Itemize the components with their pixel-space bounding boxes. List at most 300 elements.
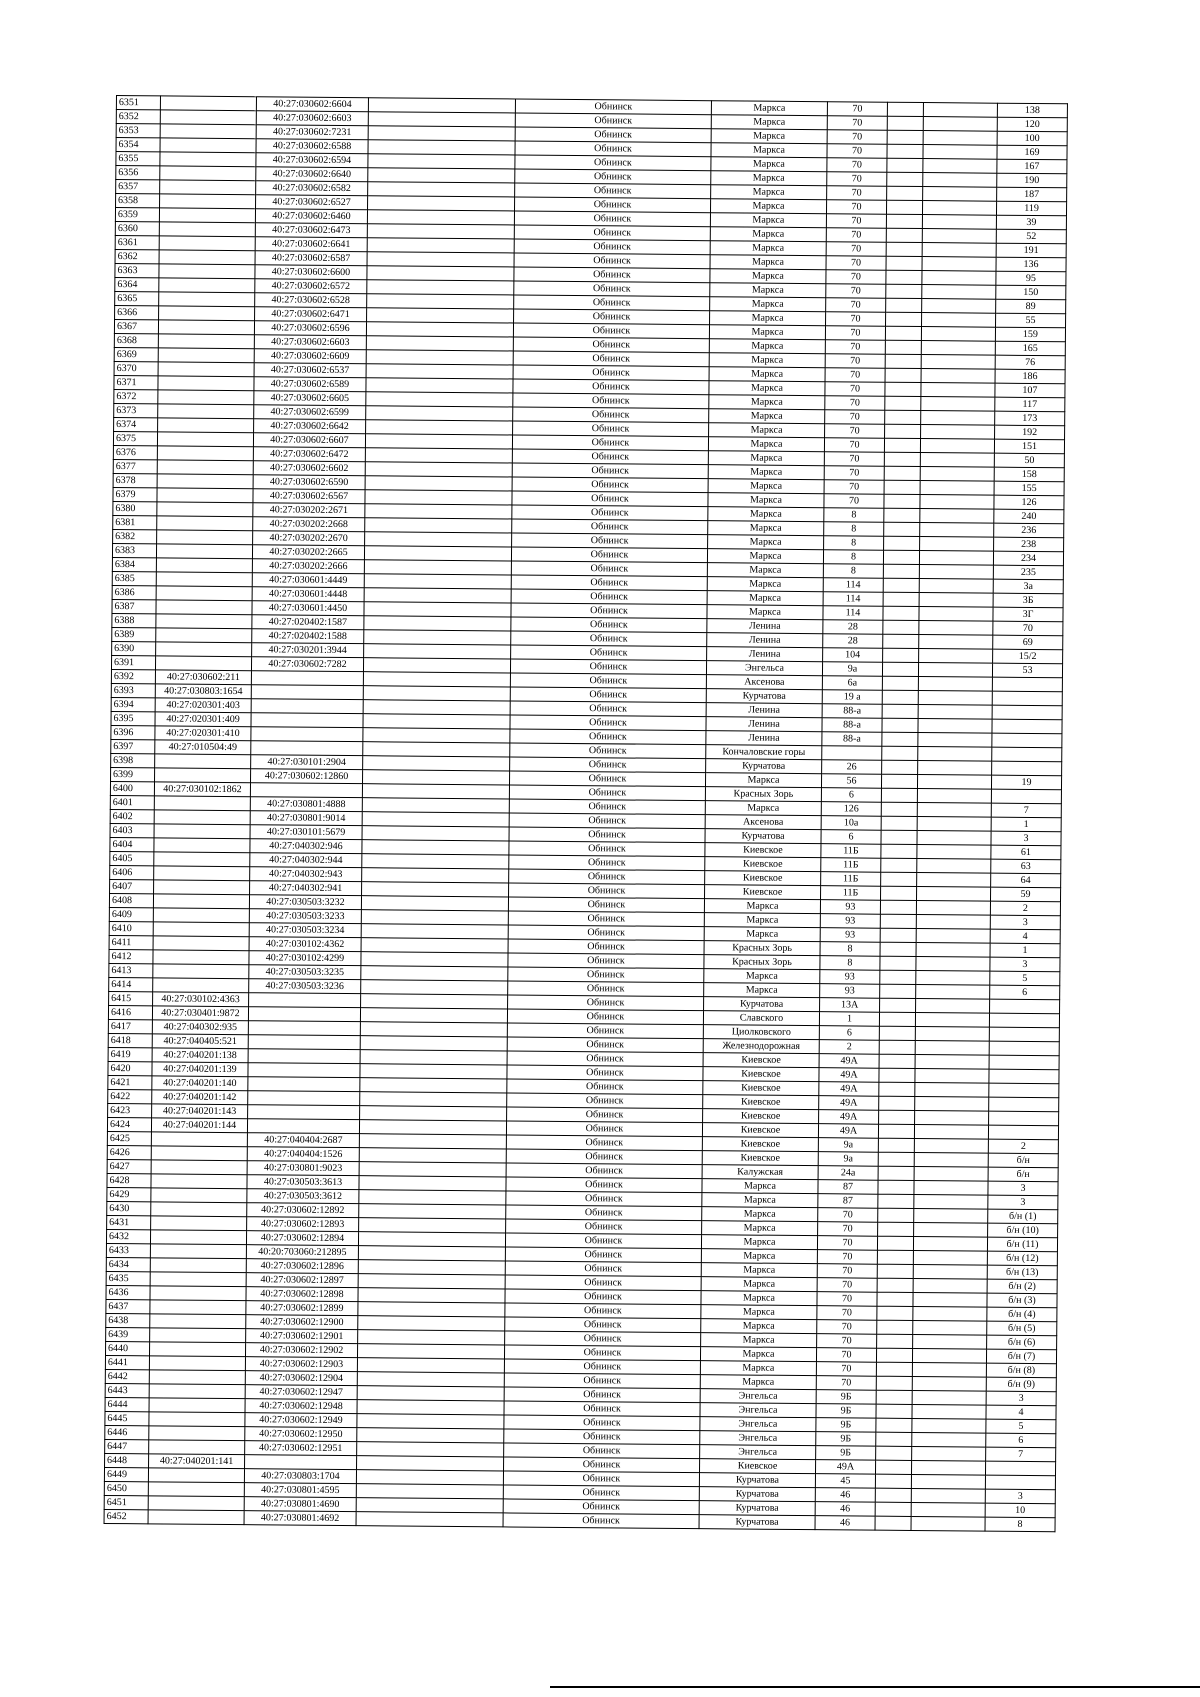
empty-cell [881, 858, 917, 872]
row-number: 6398 [111, 753, 155, 767]
city-cell: Обнинск [509, 799, 705, 815]
apartment-cell: 15/2 [993, 649, 1063, 664]
empty-cell [359, 1162, 506, 1177]
empty-cell [357, 1400, 504, 1415]
row-number: 6415 [109, 991, 153, 1005]
empty-cell [879, 1054, 915, 1068]
house-cell: 8 [824, 508, 884, 523]
house-cell: 49А [819, 1082, 879, 1097]
house-cell: 70 [826, 298, 886, 313]
apartment-cell [989, 1055, 1059, 1070]
house-cell: 70 [825, 326, 885, 341]
house-cell: 46 [815, 1502, 875, 1517]
empty-cell [367, 294, 514, 309]
cadastral-number-premises: 40:27:030602:6596 [254, 321, 366, 336]
empty-cell [885, 396, 921, 410]
house-cell: 70 [817, 1250, 877, 1265]
empty-cell [918, 691, 992, 706]
empty-cell [357, 1414, 504, 1429]
empty-cell [919, 579, 993, 594]
cadastral-number-premises [248, 1063, 360, 1078]
city-cell: Обнинск [508, 953, 704, 969]
empty-cell [882, 732, 918, 746]
row-number: 6397 [111, 739, 155, 753]
cadastral-number-land [159, 250, 255, 265]
empty-cell [358, 1316, 505, 1331]
city-cell: Обнинск [505, 1331, 701, 1347]
empty-cell [887, 144, 923, 158]
empty-cell [360, 1092, 507, 1107]
city-cell: Обнинск [513, 393, 709, 409]
empty-cell [363, 714, 510, 729]
street-cell: Маркса [704, 969, 820, 984]
empty-cell [911, 1516, 985, 1531]
cadastral-number-premises: 40:27:030602:12860 [251, 769, 363, 784]
house-cell: 70 [827, 102, 887, 117]
house-cell: 49А [819, 1096, 879, 1111]
city-cell: Обнинск [506, 1205, 702, 1221]
street-cell: Киевское [703, 1095, 819, 1110]
apartment-cell: б/н (10) [988, 1223, 1058, 1238]
city-cell: Обнинск [508, 995, 704, 1011]
house-cell: 9а [822, 662, 882, 677]
empty-cell [921, 327, 995, 342]
empty-cell [916, 943, 990, 958]
cadastral-number-land [150, 1300, 246, 1315]
apartment-cell: б/н (2) [987, 1279, 1057, 1294]
apartment-cell: б/н (9) [986, 1377, 1056, 1392]
street-cell: Маркса [700, 1375, 816, 1390]
street-cell: Маркса [702, 1179, 818, 1194]
house-cell: 9Б [816, 1390, 876, 1405]
empty-cell [358, 1246, 505, 1261]
row-number: 6410 [109, 921, 153, 935]
cadastral-number-land [160, 166, 256, 181]
apartment-cell: б/н (12) [987, 1251, 1057, 1266]
empty-cell [361, 980, 508, 995]
empty-cell [880, 942, 916, 956]
cadastral-number-premises: 40:27:030503:3236 [249, 979, 361, 994]
apartment-cell: 167 [997, 159, 1067, 174]
empty-cell [368, 196, 515, 211]
empty-cell [922, 299, 996, 314]
empty-cell [913, 1307, 987, 1322]
city-cell: Обнинск [512, 491, 708, 507]
cadastral-number-premises: 40:27:030602:6582 [256, 181, 368, 196]
house-cell: 70 [826, 242, 886, 257]
city-cell: Обнинск [510, 687, 706, 703]
empty-cell [922, 271, 996, 286]
city-cell: Обнинск [505, 1233, 701, 1249]
row-number: 6402 [110, 809, 154, 823]
city-cell: Обнинск [513, 337, 709, 353]
empty-cell [365, 532, 512, 547]
empty-cell [357, 1344, 504, 1359]
house-cell: 8 [824, 522, 884, 537]
empty-cell [360, 1078, 507, 1093]
house-cell: 70 [827, 130, 887, 145]
house-cell: 93 [820, 928, 880, 943]
cadastral-number-land [159, 236, 255, 251]
cadastral-number-premises: 40:27:030602:12894 [246, 1231, 358, 1246]
empty-cell [922, 257, 996, 272]
apartment-cell: 8 [985, 1517, 1055, 1532]
cadastral-number-land: 40:27:030803:1654 [155, 684, 251, 699]
empty-cell [916, 985, 990, 1000]
street-cell: Маркса [701, 1319, 817, 1334]
apartment-cell: б/н (1) [988, 1209, 1058, 1224]
street-cell: Ленина [706, 717, 822, 732]
street-cell: Ленина [707, 647, 823, 662]
city-cell: Обнинск [514, 253, 710, 269]
city-cell: Обнинск [510, 701, 706, 717]
empty-cell [916, 929, 990, 944]
cadastral-number-land [155, 754, 251, 769]
apartment-cell: б/н (3) [987, 1293, 1057, 1308]
city-cell: Обнинск [512, 477, 708, 493]
empty-cell [362, 812, 509, 827]
empty-cell [914, 1223, 988, 1238]
apartment-cell: 55 [996, 313, 1066, 328]
apartment-cell: 7 [991, 803, 1061, 818]
row-number: 6449 [104, 1467, 148, 1481]
empty-cell [912, 1362, 986, 1377]
house-cell: 70 [826, 270, 886, 285]
cadastral-number-premises: 40:27:030602:6594 [256, 153, 368, 168]
row-number: 6431 [107, 1215, 151, 1229]
cadastral-number-land [158, 404, 254, 419]
empty-cell [875, 1488, 911, 1502]
empty-cell [919, 565, 993, 580]
house-cell: 46 [815, 1488, 875, 1503]
city-cell: Обнинск [512, 463, 708, 479]
house-cell: 13А [820, 998, 880, 1013]
row-number: 6419 [108, 1047, 152, 1061]
row-number: 6434 [106, 1257, 150, 1271]
empty-cell [921, 383, 995, 398]
street-cell: Кончаловские горы [706, 745, 822, 760]
empty-cell [875, 1474, 911, 1488]
row-number: 6450 [104, 1481, 148, 1495]
apartment-cell [992, 733, 1062, 748]
row-number: 6387 [112, 599, 156, 613]
empty-cell [367, 252, 514, 267]
row-number: 6399 [111, 767, 155, 781]
city-cell: Обнинск [509, 813, 705, 829]
apartment-cell [989, 1111, 1059, 1126]
cadastral-number-premises [251, 699, 363, 714]
house-cell: 49А [819, 1068, 879, 1083]
row-number: 6353 [116, 124, 160, 138]
empty-cell [877, 1320, 913, 1334]
apartment-cell [992, 705, 1062, 720]
empty-cell [915, 1083, 989, 1098]
cadastral-number-premises: 40:27:030602:6603 [256, 111, 368, 126]
city-cell: Обнинск [509, 785, 705, 801]
empty-cell [887, 130, 923, 144]
row-number: 6389 [112, 627, 156, 641]
empty-cell [362, 854, 509, 869]
street-cell: Маркса [709, 353, 825, 368]
cadastral-number-land [158, 320, 254, 335]
city-cell: Обнинск [510, 715, 706, 731]
cadastral-number-land [148, 1496, 244, 1511]
street-cell: Маркса [701, 1333, 817, 1348]
cadastral-number-land [153, 936, 249, 951]
apartment-cell: 10 [985, 1503, 1055, 1518]
cadastral-number-land [150, 1230, 246, 1245]
empty-cell [917, 789, 991, 804]
house-cell: 70 [827, 158, 887, 173]
empty-cell [877, 1334, 913, 1348]
apartment-cell: 169 [997, 145, 1067, 160]
row-number: 6423 [108, 1103, 152, 1117]
apartment-cell: 3 [988, 1195, 1058, 1210]
row-number: 6390 [112, 641, 156, 655]
empty-cell [919, 649, 993, 664]
cadastral-number-land: 40:27:030401:9872 [152, 1006, 248, 1021]
apartment-cell: 5 [986, 1419, 1056, 1434]
cadastral-number-premises: 40:27:030601:4448 [252, 587, 364, 602]
empty-cell [886, 284, 922, 298]
apartment-cell [992, 719, 1062, 734]
row-number: 6448 [105, 1453, 149, 1467]
empty-cell [359, 1204, 506, 1219]
empty-cell [883, 634, 919, 648]
empty-cell [360, 1050, 507, 1065]
empty-cell [368, 98, 515, 113]
empty-cell [880, 984, 916, 998]
apartment-cell: 89 [996, 299, 1066, 314]
apartment-cell: 3 [988, 1181, 1058, 1196]
cadastral-number-land [160, 138, 256, 153]
street-cell: Аксенова [706, 675, 822, 690]
empty-cell [879, 1040, 915, 1054]
cadastral-number-premises [248, 1105, 360, 1120]
city-cell: Обнинск [514, 225, 710, 241]
apartment-cell: б/н [988, 1167, 1058, 1182]
empty-cell [919, 607, 993, 622]
cadastral-number-premises: 40:27:030602:6587 [255, 251, 367, 266]
cadastral-number-land [158, 376, 254, 391]
empty-cell [365, 504, 512, 519]
empty-cell [887, 116, 923, 130]
empty-cell [366, 406, 513, 421]
empty-cell [356, 1470, 503, 1485]
empty-cell [365, 448, 512, 463]
empty-cell [913, 1265, 987, 1280]
house-cell: 6 [819, 1026, 879, 1041]
cadastral-number-premises: 40:27:030602:6472 [253, 447, 365, 462]
cadastral-number-land [150, 1258, 246, 1273]
cadastral-number-land [159, 264, 255, 279]
apartment-cell: 52 [996, 229, 1066, 244]
house-cell: 70 [818, 1208, 878, 1223]
empty-cell [366, 350, 513, 365]
street-cell: Маркса [711, 185, 827, 200]
city-cell: Обнинск [508, 981, 704, 997]
row-number: 6383 [112, 543, 156, 557]
empty-cell [913, 1251, 987, 1266]
cadastral-number-land: 40:27:020301:403 [155, 698, 251, 713]
empty-cell [914, 1125, 988, 1140]
cadastral-number-premises: 40:27:030602:12902 [245, 1343, 357, 1358]
city-cell: Обнинск [505, 1275, 701, 1291]
empty-cell [877, 1292, 913, 1306]
street-cell: Маркса [710, 199, 826, 214]
city-cell: Обнинск [504, 1429, 700, 1445]
empty-cell [367, 224, 514, 239]
house-cell: 11Б [821, 886, 881, 901]
cadastral-number-premises: 40:27:030801:4690 [244, 1497, 356, 1512]
city-cell: Обнинск [510, 659, 706, 675]
apartment-cell [989, 1013, 1059, 1028]
city-cell: Обнинск [514, 309, 710, 325]
row-number: 6365 [115, 291, 159, 305]
apartment-cell: 159 [995, 327, 1065, 342]
empty-cell [368, 112, 515, 127]
cadastral-number-premises: 40:27:030602:6640 [256, 167, 368, 182]
city-cell: Обнинск [507, 1037, 703, 1053]
empty-cell [366, 336, 513, 351]
apartment-cell: 236 [994, 523, 1064, 538]
empty-cell [876, 1376, 912, 1390]
cadastral-number-premises: 40:27:030601:4450 [252, 601, 364, 616]
row-number: 6386 [112, 585, 156, 599]
row-number: 6377 [113, 459, 157, 473]
row-number: 6418 [108, 1033, 152, 1047]
street-cell: Калужская [702, 1165, 818, 1180]
cadastral-number-premises: 40:27:030503:3234 [249, 923, 361, 938]
apartment-cell [988, 1125, 1058, 1140]
apartment-cell: 165 [995, 341, 1065, 356]
empty-cell [886, 270, 922, 284]
cadastral-number-land [149, 1356, 245, 1371]
empty-cell [361, 966, 508, 981]
empty-cell [886, 200, 922, 214]
cadastral-number-land [157, 446, 253, 461]
empty-cell [359, 1218, 506, 1233]
cadastral-number-premises: 40:27:030602:6641 [255, 237, 367, 252]
cadastral-number-land [151, 1146, 247, 1161]
cadastral-number-premises: 40:27:030602:6460 [255, 209, 367, 224]
row-number: 6351 [116, 96, 160, 110]
row-number: 6394 [111, 697, 155, 711]
empty-cell [922, 215, 996, 230]
city-cell: Обнинск [514, 281, 710, 297]
empty-cell [917, 831, 991, 846]
empty-cell [359, 1120, 506, 1135]
street-cell: Энгельса [700, 1417, 816, 1432]
empty-cell [917, 873, 991, 888]
city-cell: Обнинск [509, 883, 705, 899]
city-cell: Обнинск [509, 771, 705, 787]
city-cell: Обнинск [503, 1499, 699, 1515]
empty-cell [362, 826, 509, 841]
street-cell: Курчатова [704, 997, 820, 1012]
empty-cell [884, 438, 920, 452]
city-cell: Обнинск [507, 1079, 703, 1095]
apartment-cell: 95 [996, 271, 1066, 286]
street-cell: Маркса [701, 1235, 817, 1250]
city-cell: Обнинск [504, 1415, 700, 1431]
house-cell: 114 [823, 606, 883, 621]
empty-cell [877, 1278, 913, 1292]
empty-cell [914, 1181, 988, 1196]
apartment-cell: б/н (13) [987, 1265, 1057, 1280]
house-cell: 88-а [822, 732, 882, 747]
cadastral-number-premises: 40:27:030503:3613 [247, 1175, 359, 1190]
empty-cell [365, 462, 512, 477]
cadastral-number-land [154, 810, 250, 825]
row-number: 6376 [113, 445, 157, 459]
cadastral-number-land: 40:27:040201:143 [152, 1104, 248, 1119]
row-number: 6414 [109, 977, 153, 991]
apartment-cell: 240 [994, 509, 1064, 524]
apartment-cell: 3 [986, 1391, 1056, 1406]
city-cell: Обнинск [509, 827, 705, 843]
row-number: 6422 [108, 1089, 152, 1103]
apartment-cell: 59 [990, 887, 1060, 902]
cadastral-number-premises: 40:27:030602:6589 [254, 377, 366, 392]
empty-cell [919, 593, 993, 608]
cadastral-number-land [158, 362, 254, 377]
house-cell [822, 746, 882, 761]
house-cell: 70 [817, 1236, 877, 1251]
cadastral-number-premises: 40:27:030503:3232 [249, 895, 361, 910]
house-cell: 70 [827, 116, 887, 131]
empty-cell [887, 158, 923, 172]
empty-cell [356, 1512, 503, 1527]
row-number: 6392 [111, 669, 155, 683]
cadastral-number-premises: 40:27:030602:12899 [246, 1301, 358, 1316]
empty-cell [357, 1442, 504, 1457]
street-cell: Маркса [700, 1347, 816, 1362]
street-cell: Маркса [710, 227, 826, 242]
street-cell: Маркса [711, 143, 827, 158]
house-cell: 8 [823, 564, 883, 579]
house-cell: 70 [816, 1362, 876, 1377]
city-cell: Обнинск [506, 1219, 702, 1235]
empty-cell [912, 1446, 986, 1461]
cadastral-number-land: 40:27:030602:211 [155, 670, 251, 685]
empty-cell [912, 1432, 986, 1447]
cadastral-number-premises: 40:27:030602:6527 [256, 195, 368, 210]
cadastral-number-land [154, 866, 250, 881]
apartment-cell: б/н (8) [986, 1363, 1056, 1378]
row-number: 6408 [109, 893, 153, 907]
city-cell: Обнинск [515, 183, 711, 199]
street-cell: Ленина [706, 731, 822, 746]
city-cell: Обнинск [506, 1149, 702, 1165]
apartment-cell [990, 999, 1060, 1014]
empty-cell [364, 574, 511, 589]
cadastral-number-premises: 40:27:030602:12901 [246, 1329, 358, 1344]
house-cell: 70 [818, 1222, 878, 1237]
empty-cell [885, 424, 921, 438]
house-cell: 70 [825, 368, 885, 383]
street-cell: Курчатова [705, 829, 821, 844]
empty-cell [368, 140, 515, 155]
empty-cell [920, 509, 994, 524]
apartment-cell: б/н (6) [987, 1335, 1057, 1350]
street-cell: Маркса [710, 213, 826, 228]
cadastral-number-premises [250, 783, 362, 798]
cadastral-number-land [156, 586, 252, 601]
empty-cell [360, 1064, 507, 1079]
empty-cell [359, 1148, 506, 1163]
apartment-cell: б/н (5) [987, 1321, 1057, 1336]
